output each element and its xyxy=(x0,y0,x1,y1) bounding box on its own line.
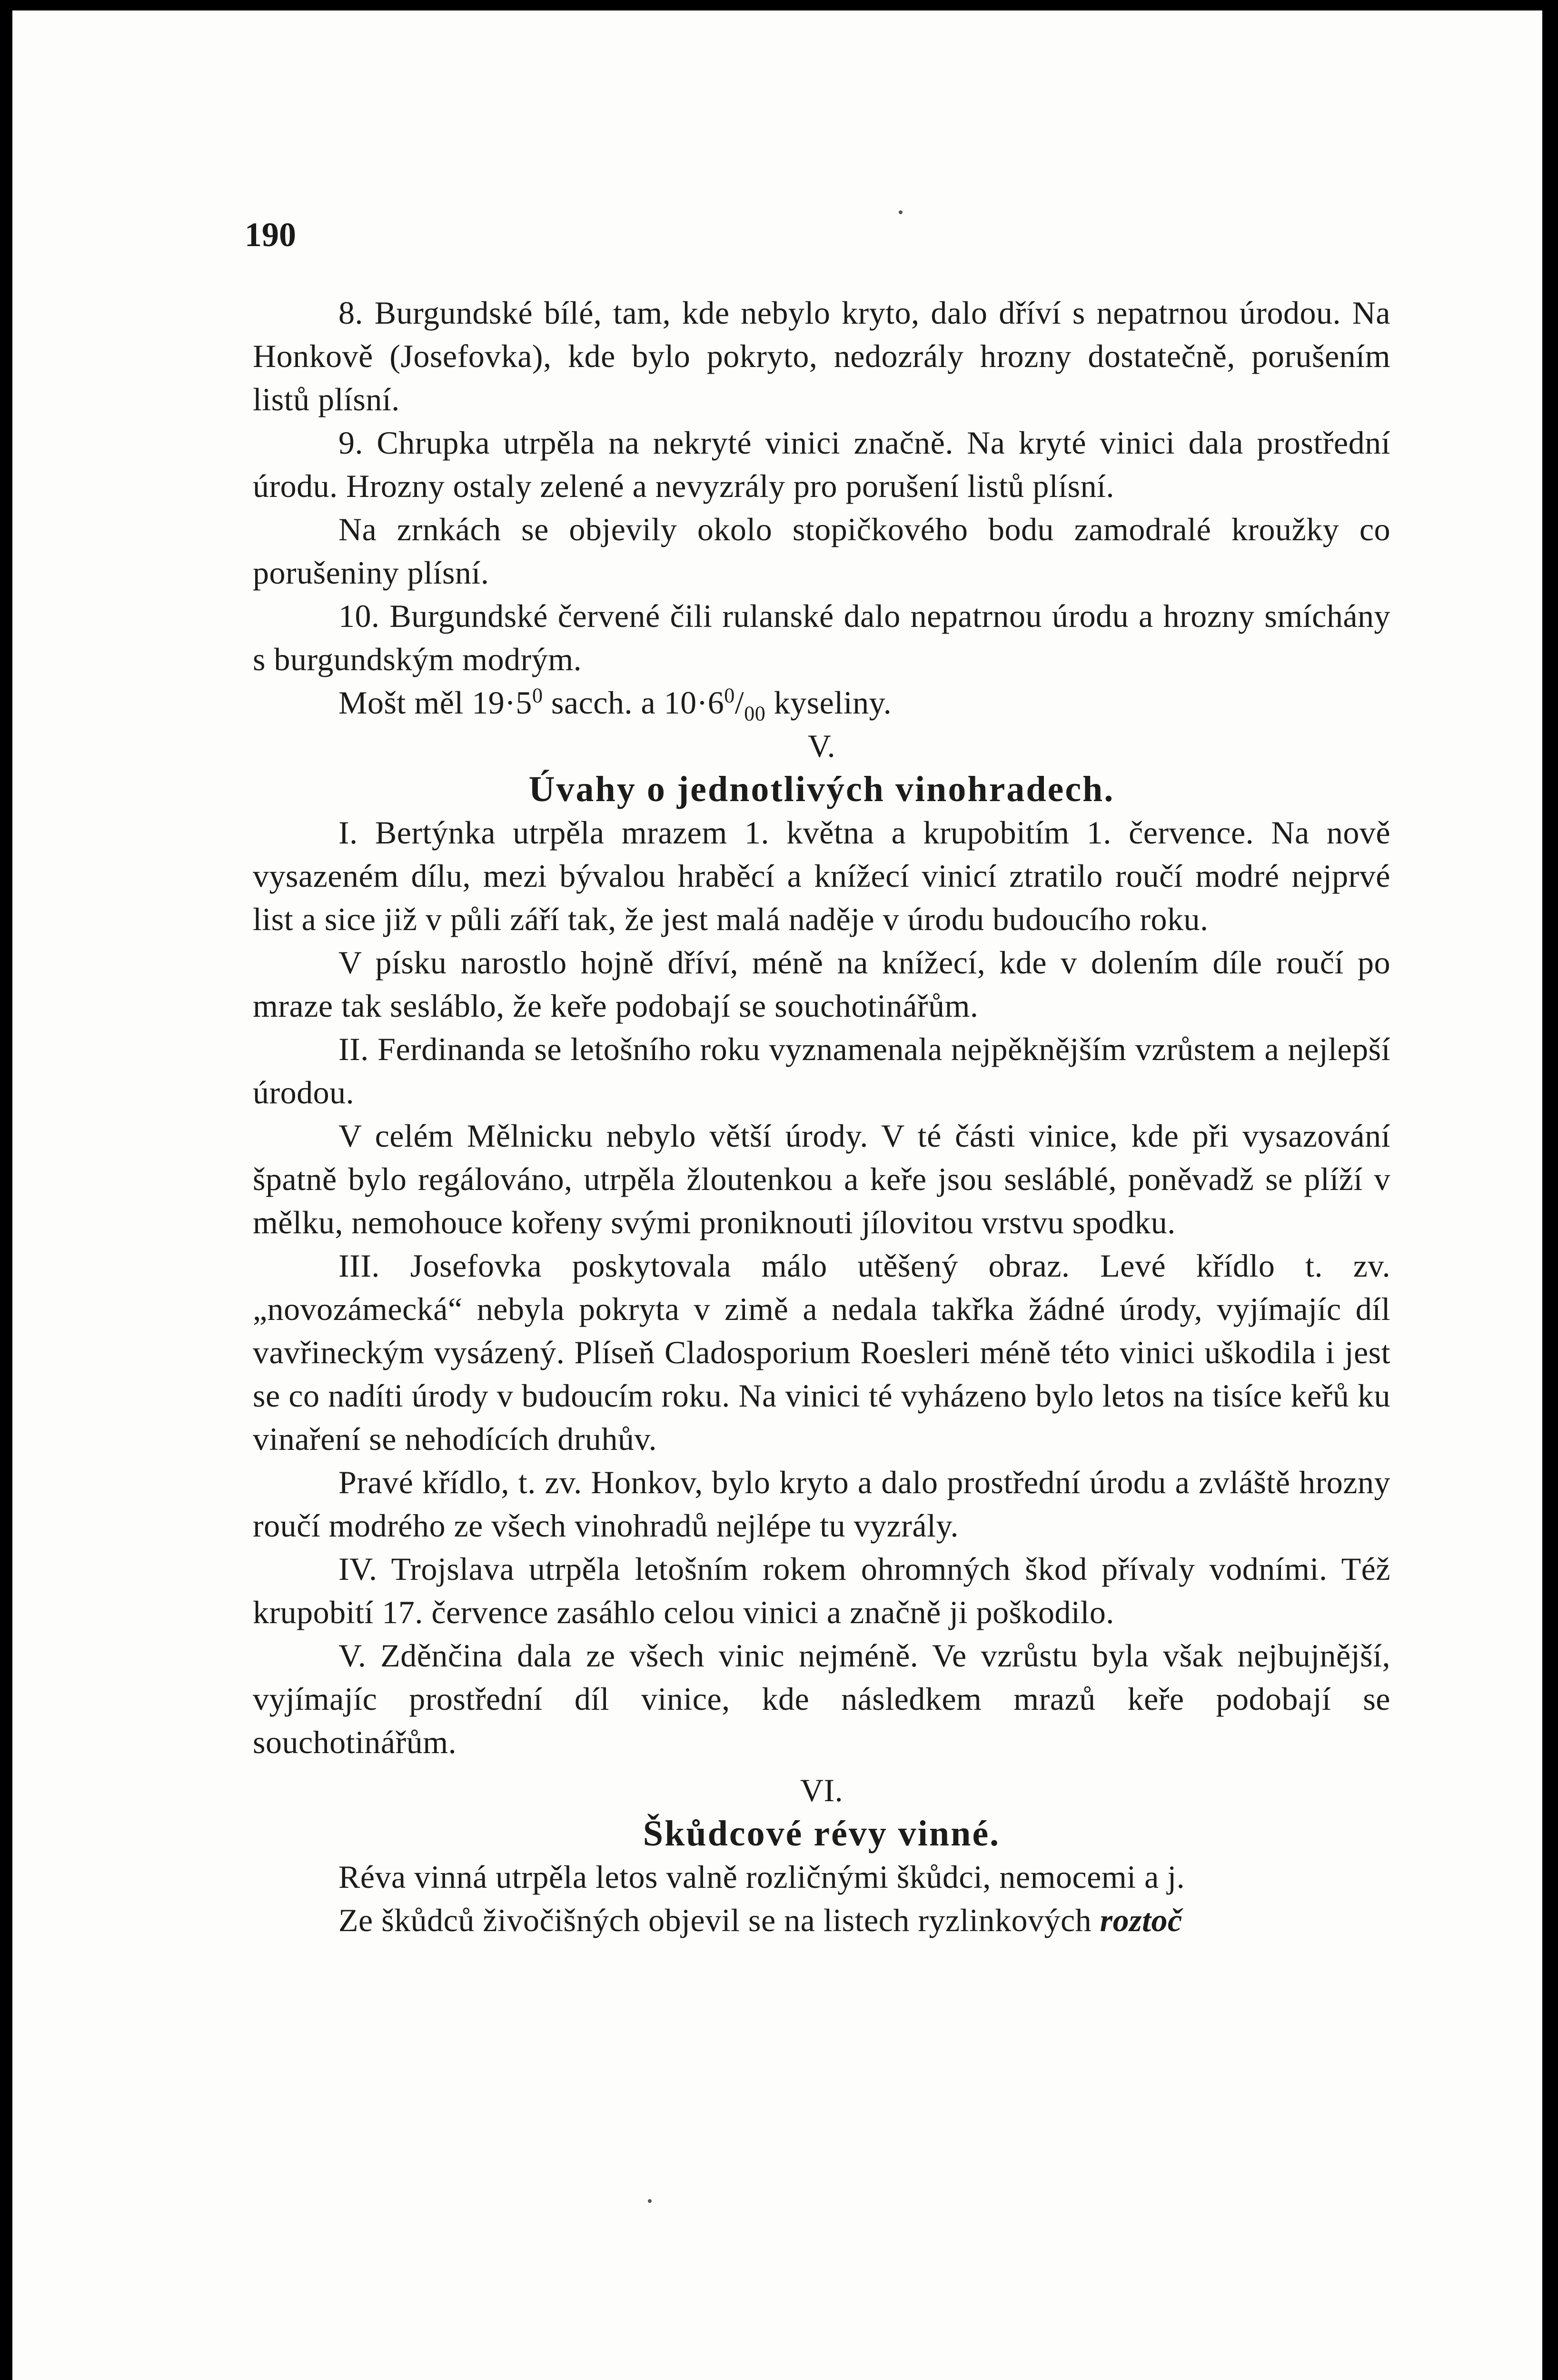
degree-sign: 0 xyxy=(532,684,543,707)
italic-term: roztoč xyxy=(1100,1902,1182,1938)
paragraph: Na zrnkách se objevily okolo stopičkového bodu zamodralé kroužky co porušeniny plísní. xyxy=(253,511,1390,591)
scan-speck xyxy=(899,210,903,214)
paragraph-must xyxy=(253,681,1390,724)
paragraph: V. Zděnčina dala ze všech vinic nejméně. Ve vzrůstu byla však nejbujnější, vyjímajíc prostřední díl vinice, kde následkem mrazů keře podobají se souchotinářům. xyxy=(253,1637,1390,1760)
text-run: Ze škůdců živočišných objevil se na listech ryzlinkových xyxy=(338,1902,1100,1938)
scan-speck xyxy=(648,2199,652,2203)
permille-sup: 0 xyxy=(724,684,735,707)
text-run: Mošt měl 19·5 xyxy=(338,684,532,721)
text-run: kyseliny. xyxy=(765,684,892,721)
paragraph: 9. Chrupka utrpěla na nekryté vinici značně. Na kryté vinici dala prostřední úrodu. Hrozny ostaly zelené a nevyzrály pro porušení listů plísní. xyxy=(253,425,1390,504)
section-title: Úvahy o jednotlivých vinohradech. xyxy=(528,769,1115,809)
paragraph: V celém Mělnicku nebylo větší úrody. V té části vinice, kde při vysazování špatně bylo regálováno, utrpěla žloutenkou a keře jsou sesláblé, poněvadž se plíží v mělku, nemohouce kořeny svými proniknouti jílovitou vrstvu spodku. xyxy=(253,1118,1390,1240)
paragraph: 10. Burgundské červené čili rulanské dalo nepatrnou úrodu a hrozny smíchány s burgundským modrým. xyxy=(253,598,1390,677)
paragraph: II. Ferdinanda se letošního roku vyznamenala nejpěknějším vzrůstem a nejlepší úrodou. xyxy=(253,1031,1390,1111)
paragraph: 8. Burgundské bílé, tam, kde nebylo kryto, dalo dříví s nepatrnou úrodou. Na Honkově (Josefovka), kde bylo pokryto, nedozrály hrozny dostatečně, porušením listů plísní. xyxy=(253,295,1390,417)
paragraph: I. Bertýnka utrpěla mrazem 1. května a krupobitím 1. července. Na nově vysazeném dílu, mezi bývalou hraběcí a knížecí vinicí ztratilo roučí modré nejprvé list a sice již v půli září tak, že jest malá naděje v úrodu budoucího roku. xyxy=(253,814,1390,937)
paragraph: V písku narostlo hojně dříví, méně na knížecí, kde v dolením díle roučí po mraze tak sesláblo, že keře podobají se souchotinářům. xyxy=(253,944,1390,1024)
paragraph: Réva vinná utrpěla letos valně rozličnými škůdci, nemocemi a j. xyxy=(338,1859,1185,1895)
paragraph: III. Josefovka poskytovala málo utěšený obraz. Levé křídlo t. zv. „novozámecká“ nebyla pokryta v zimě a nedala takřka žádné úrody, vyjímajíc díl vavřineckým vysázený. Plíseň Cladosporium Roesleri méně této vinici uškodila i jest se co nadíti úrody v budoucím roku. Na vinici té vyházeno bylo letos na tisíce keřů ku vinaření se nehodících druhův. xyxy=(253,1248,1390,1457)
permille-sub: 00 xyxy=(744,702,766,725)
paragraph xyxy=(253,1899,1390,1942)
section-title: Škůdcové révy vinné. xyxy=(643,1814,1001,1854)
body-text xyxy=(253,291,1390,1942)
paragraph: Pravé křídlo, t. zv. Honkov, bylo kryto a dalo prostřední úrodu a zvláště hrozny roučí modrého ze všech vinohradů nejlépe tu vyzrály. xyxy=(253,1464,1390,1544)
page-number: 190 xyxy=(245,216,296,254)
section-number: VI. xyxy=(800,1772,844,1808)
text-run: sacch. a 10·6 xyxy=(543,684,724,721)
section-number: V. xyxy=(807,728,836,764)
document-page xyxy=(12,10,1542,2380)
permille-slash: / xyxy=(734,684,744,721)
paragraph: IV. Trojslava utrpěla letošním rokem ohromných škod přívaly vodními. Též krupobití 17. července zasáhlo celou vinici a značně ji poškodilo. xyxy=(253,1551,1390,1630)
